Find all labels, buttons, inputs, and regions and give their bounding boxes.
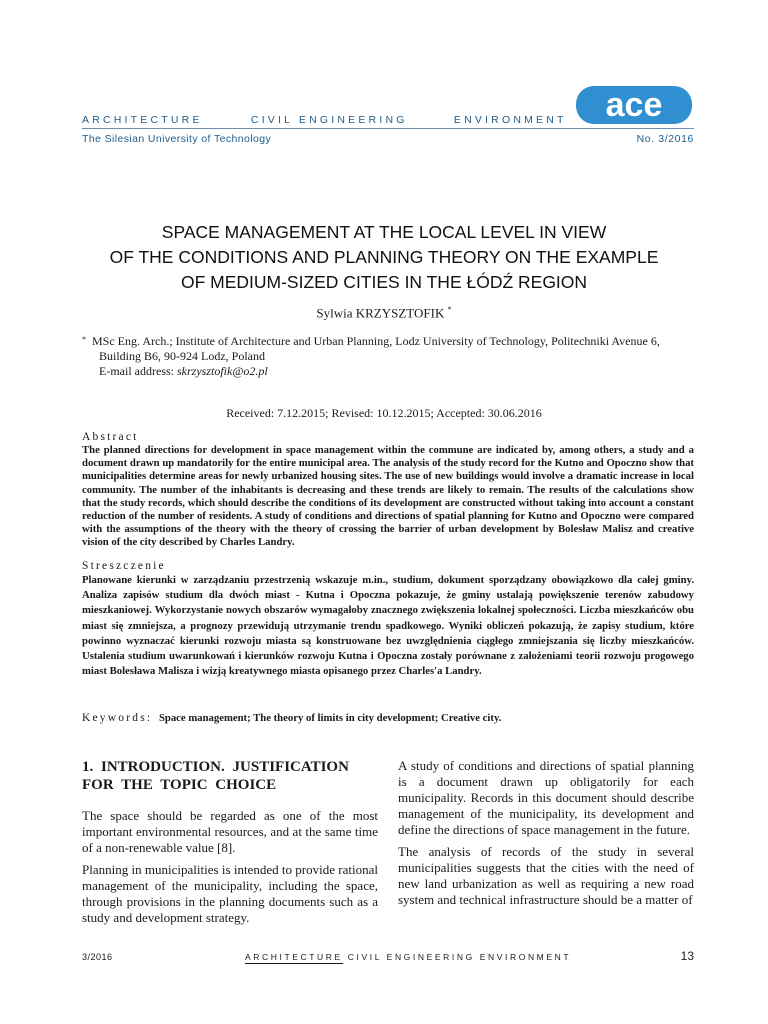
affiliation-line: Building B6, 90-924 Lodz, Poland <box>99 349 265 363</box>
abstract-label: Abstract <box>82 431 139 443</box>
footer-journal-part: ENVIRONMENT <box>479 952 572 962</box>
streszczenie-text: Planowane kierunki w zarządzaniu przestrzenią wskazuje m.in., studium, dokument sporządzany obowiązkowo dla całej gminy. Analiza zapisów studium dla dwóch miast - Kutna i Opoczna pokazuje, że gminy ustalają powiększenie terenów zabudowy mieszkaniowej. Wykorzystanie nowych obszarów wymagałoby znacznego zwiększenia lokalnej społeczności. Liczba mieszkańców obu miast się zmniejsza, a prognozy przewidują utrzymanie trendu spadkowego. Wyniki obliczeń pokazują, że zapisy studium, które powinno wyznaczać kierunki rozwoju miasta są konstruowane bez uwzględnienia ciągłego zmniejszania się liczby mieszkańców. Ustalenia studium uwarunkowań i kierunków rozwoju Kutna i Opoczna zostały porównane z założeniami teorii rozwoju progowego miast Bolesława Malisza i wizją kreatywnego miasta opisanego przez Charles'a Landry. <box>82 574 694 678</box>
paragraph: Planning in municipalities is intended to provide rational management of the municipality, including the space, through provisions in the planning documents such as a study and development strategy. <box>82 862 378 925</box>
paragraph: The analysis of records of the study in several municipalities suggests that the cities with the need of new land urbanization as well as requiring a new road system and technical infrastructure should be a matter of <box>398 844 694 907</box>
affiliation <box>82 334 692 379</box>
footer-journal-part: CIVIL ENGINEERING <box>347 952 475 962</box>
journal-name-part: CIVIL ENGINEERING <box>250 114 408 126</box>
author <box>84 305 684 321</box>
footer-issue: 3/2016 <box>82 952 113 962</box>
section-heading: 1. INTRODUCTION. JUSTIFICATION FOR THE TOPIC CHOICE <box>82 759 349 793</box>
right-column <box>398 758 694 914</box>
keywords-values: Space management; The theory of limits in city development; Creative city. <box>158 712 502 724</box>
title-line: SPACE MANAGEMENT AT THE LOCAL LEVEL IN VIEW <box>161 222 607 242</box>
affiliation-mark: * <box>82 335 86 344</box>
keywords-label: Keywords: <box>82 712 153 724</box>
article-title <box>84 220 684 295</box>
logo-text: ace <box>605 86 663 124</box>
left-column <box>82 758 378 932</box>
email-line <box>92 364 692 379</box>
abstract-text: The planned directions for development in space management within the commune are indicated by, among others, a study and a document drawn up mandatorily for the entire municipal area. The analysis of the study record for the Kutno and Opoczno show that municipalities determine areas for newly urbanized housing sites. The use of new buildings would involve a dramatic increase in local community. The number of the inhabitants is decreasing and these trends are likely to remain. The results of the calculations show that the study records, which should describe the conditions of its development are constructed without taking into account a constant reduction of the number of residents. A study of conditions and directions of spatial planning for Kutno and Opoczno were compared with the assumptions of the theory with the theory of crossing the barrier of urban development by Bolesław Malisz and creative vision of the city described by Charles Landry. <box>82 444 694 549</box>
journal-name-part: ARCHITECTURE <box>82 114 203 126</box>
title-line: OF MEDIUM-SIZED CITIES IN THE ŁÓDŹ REGION <box>180 272 588 292</box>
affiliation-line: MSc Eng. Arch.; Institute of Architecture and Urban Planning, Lodz University of Technology, Politechniki Avenue 6, <box>92 334 660 348</box>
journal-name <box>82 114 567 126</box>
title-line: OF THE CONDITIONS AND PLANNING THEORY ON THE EXAMPLE <box>109 247 659 267</box>
footer-journal <box>245 952 571 962</box>
page-number: 13 <box>680 949 694 963</box>
received-dates: Received: 7.12.2015; Revised: 10.12.2015; Accepted: 30.06.2016 <box>226 406 542 420</box>
author-mark: * <box>447 305 452 314</box>
header-rule <box>82 128 694 129</box>
footer-journal-part: ARCHITECTURE <box>245 952 343 962</box>
issue-number: No. 3/2016 <box>636 133 694 145</box>
author-name: Sylwia KRZYSZTOFIK <box>316 305 445 321</box>
streszczenie-label: Streszczenie <box>82 560 166 572</box>
ace-logo <box>574 83 694 127</box>
journal-name-part: ENVIRONMENT <box>453 114 567 126</box>
email-label: E-mail address: <box>99 364 177 378</box>
paragraph: The space should be regarded as one of the most important environmental resources, and at the same time of a non-renewable value [8]. <box>82 808 378 855</box>
keywords <box>82 712 694 724</box>
email-link[interactable]: skrzysztofik@o2.pl <box>176 364 268 378</box>
paragraph: A study of conditions and directions of spatial planning is a document drawn up obligatorily for each municipality. Records in this document should describe management of the municipality, its development and define the directions of space management in the future. <box>398 758 694 837</box>
university-name: The Silesian University of Technology <box>82 133 272 145</box>
